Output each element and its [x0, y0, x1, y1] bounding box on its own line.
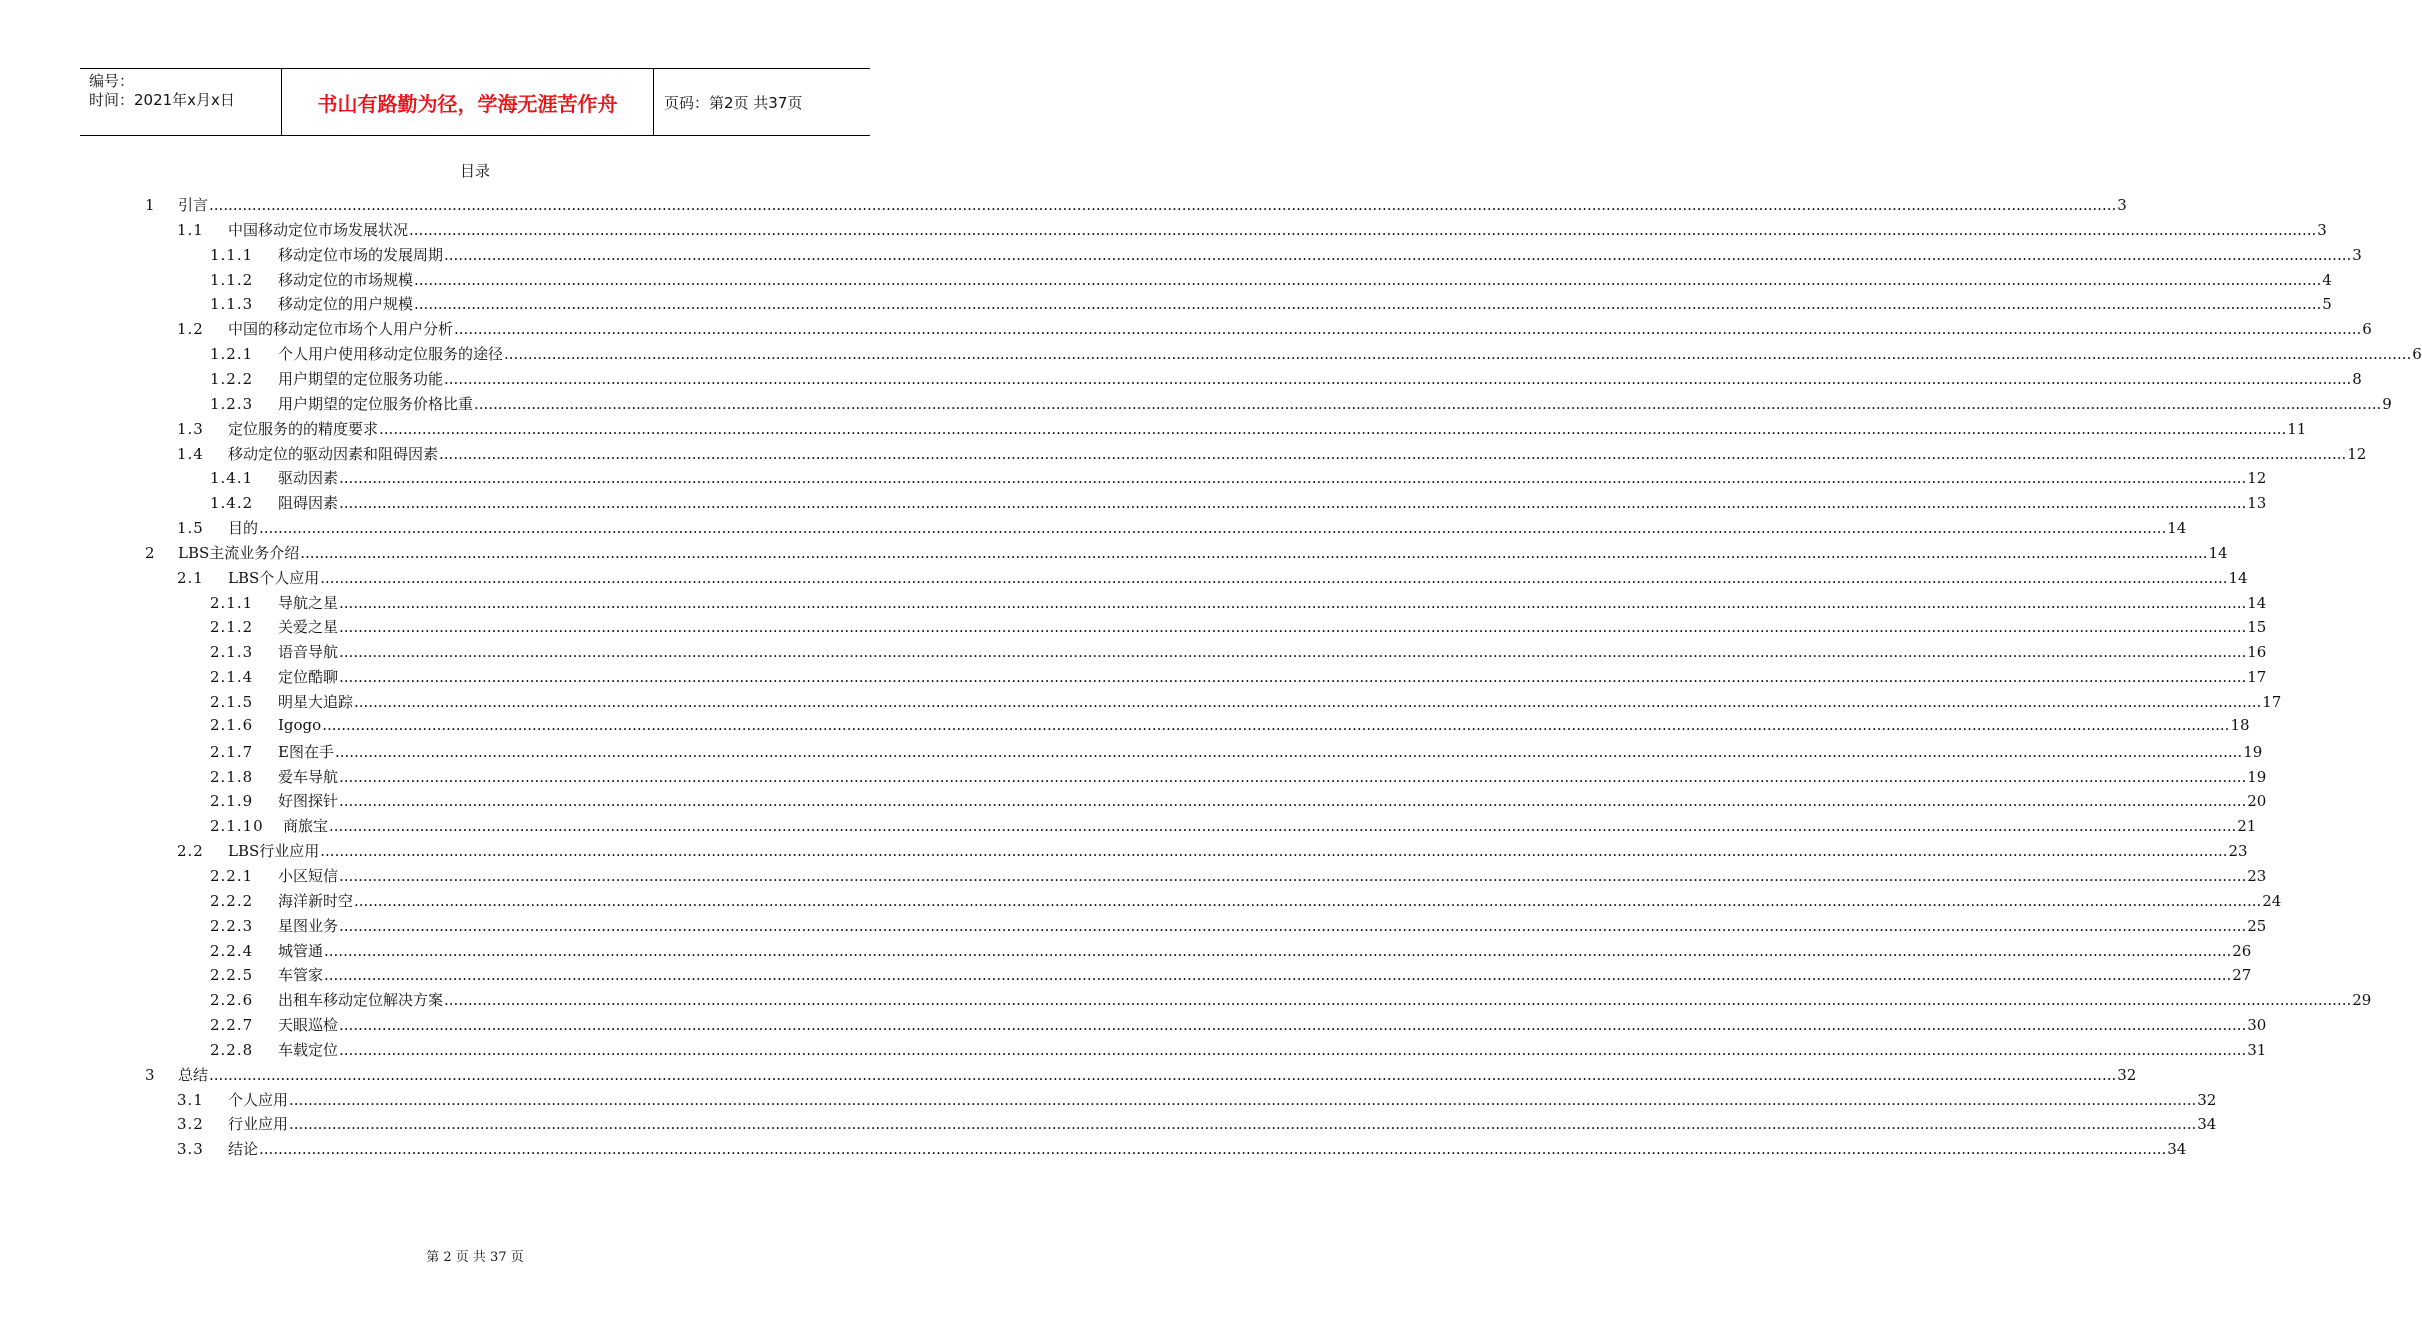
toc-entry[interactable]	[177, 318, 2372, 342]
toc-entry-leader: ................................................................................................................................................................................................................................................................................................................................................................................................................	[324, 941, 2232, 960]
toc-entry-page: 6	[2412, 345, 2422, 364]
toc-entry-leader: ................................................................................................................................................................................................................................................................................................................................................................................................................	[339, 643, 2247, 662]
toc-entry-title: 定位酷聊	[278, 668, 339, 687]
toc-entry-number: 3.1	[177, 1090, 204, 1109]
toc-entry-page: 26	[2232, 941, 2252, 960]
toc-entry-number: 2.2.4	[210, 941, 254, 960]
toc-entry-title: 结论	[228, 1140, 259, 1159]
toc-entry[interactable]	[210, 790, 2267, 814]
toc-entry-leader: ................................................................................................................................................................................................................................................................................................................................................................................................................	[354, 891, 2262, 910]
toc-entry-number: 2.2.7	[210, 1016, 254, 1035]
toc-entry-title: 移动定位的用户规模	[278, 295, 414, 314]
toc-entry-number: 1.4.1	[210, 469, 254, 488]
toc-entry-page: 32	[2197, 1090, 2217, 1109]
toc-entry-leader: ................................................................................................................................................................................................................................................................................................................................................................................................................	[320, 568, 2228, 587]
toc-entry-number: 2.1.7	[210, 742, 254, 761]
toc-entry-number: 1.1.2	[210, 270, 254, 289]
toc-entry[interactable]	[210, 269, 2332, 293]
toc-entry-title: LBS行业应用	[228, 842, 320, 861]
toc-entry-number: 1.2.1	[210, 345, 254, 364]
toc-entry-title: 车载定位	[278, 1040, 339, 1059]
toc-entry-page: 23	[2247, 866, 2267, 885]
toc-entry[interactable]	[210, 293, 2332, 317]
toc-entry-leader: ................................................................................................................................................................................................................................................................................................................................................................................................................	[339, 866, 2247, 885]
toc-entry[interactable]	[210, 741, 2263, 765]
toc-entry[interactable]	[210, 890, 2282, 914]
toc-entry-leader: ................................................................................................................................................................................................................................................................................................................................................................................................................	[259, 1140, 2167, 1159]
toc-entry-number: 1.1.1	[210, 245, 254, 264]
toc-entry-title: 阻碍因素	[278, 494, 339, 513]
toc-entry[interactable]	[210, 666, 2267, 690]
toc-entry-number: 2.1.10	[210, 817, 264, 836]
toc-entry-leader: ................................................................................................................................................................................................................................................................................................................................................................................................................	[444, 369, 2352, 388]
toc-entry-number: 2.2.8	[210, 1040, 254, 1059]
toc-entry-number: 1	[145, 196, 156, 214]
toc-entry-title: 关爱之星	[278, 618, 339, 637]
toc-entry-leader: ................................................................................................................................................................................................................................................................................................................................................................................................................	[444, 991, 2352, 1010]
toc-entry-number: 2.1.1	[210, 593, 254, 612]
toc-entry-leader: ................................................................................................................................................................................................................................................................................................................................................................................................................	[339, 916, 2247, 935]
toc-entry-page: 20	[2247, 792, 2267, 811]
toc-entry[interactable]	[177, 219, 2327, 243]
toc-entry-number: 2.2.5	[210, 966, 254, 985]
toc-entry-title: E图在手	[278, 742, 334, 761]
toc-entry-page: 14	[2208, 543, 2228, 562]
toc-entry-number: 2.1.8	[210, 767, 254, 786]
toc-entry-page: 29	[2352, 991, 2372, 1010]
toc-entry-number: 2.1.6	[210, 715, 254, 734]
toc-entry-leader: ................................................................................................................................................................................................................................................................................................................................................................................................................	[339, 1040, 2247, 1059]
toc-entry-title: 定位服务的的精度要求	[228, 419, 379, 438]
toc-entry-leader: ................................................................................................................................................................................................................................................................................................................................................................................................................	[339, 494, 2247, 513]
toc-entry[interactable]	[210, 368, 2362, 392]
toc-entry-title: 星图业务	[278, 916, 339, 935]
toc-entry-leader: ................................................................................................................................................................................................................................................................................................................................................................................................................	[339, 792, 2247, 811]
toc-entry-page: 3	[2352, 245, 2362, 264]
toc-entry-title: 爱车导航	[278, 767, 339, 786]
toc-entry[interactable]	[210, 592, 2267, 616]
toc-entry-title: 中国移动定位市场发展状况	[228, 220, 409, 239]
toc-entry[interactable]	[210, 915, 2267, 939]
toc-entry-page: 19	[2247, 767, 2267, 786]
toc-entry[interactable]	[177, 567, 2248, 591]
header-meta	[80, 69, 281, 135]
toc-entry-number: 1.2.3	[210, 394, 254, 413]
header-motto: 书山有路勤为径，学海无涯苦作舟	[281, 69, 654, 135]
toc-entry-title: 引言	[178, 196, 209, 214]
header-page-info: 页码：第2页 共37页	[664, 93, 803, 112]
toc-entry-leader: ................................................................................................................................................................................................................................................................................................................................................................................................................	[324, 966, 2232, 985]
toc-entry-title: Igogo	[278, 715, 322, 734]
toc-entry-title: 个人用户使用移动定位服务的途径	[278, 345, 504, 364]
toc-entry-page: 34	[2167, 1140, 2187, 1159]
toc-entry-page: 9	[2382, 394, 2392, 413]
toc-entry-page: 14	[2247, 593, 2267, 612]
toc-entry-leader: ................................................................................................................................................................................................................................................................................................................................................................................................................	[439, 444, 2347, 463]
toc-entry-number: 1.5	[177, 519, 204, 538]
toc-entry[interactable]	[177, 1089, 2217, 1113]
toc-entry-title: LBS个人应用	[228, 568, 320, 587]
toc-entry[interactable]	[210, 989, 2372, 1013]
toc-entry-leader: ................................................................................................................................................................................................................................................................................................................................................................................................................	[209, 1065, 2117, 1084]
toc-entry[interactable]	[177, 840, 2248, 864]
header-number-label: 编号：	[89, 72, 135, 90]
page-header	[80, 68, 870, 136]
toc-entry-title: 车管家	[278, 966, 324, 985]
toc-entry[interactable]	[210, 343, 2422, 367]
toc-entry-leader: ................................................................................................................................................................................................................................................................................................................................................................................................................	[289, 1090, 2197, 1109]
toc-entry-page: 8	[2352, 369, 2362, 388]
toc-entry-title: 导航之星	[278, 593, 339, 612]
toc-entry-page: 18	[2230, 715, 2250, 734]
toc-entry-page: 23	[2228, 842, 2248, 861]
toc-entry-title: 移动定位的驱动因素和阻碍因素	[228, 444, 439, 463]
toc-entry-number: 1.2.2	[210, 369, 254, 388]
toc-entry-page: 27	[2232, 966, 2252, 985]
toc-entry-page: 25	[2247, 916, 2267, 935]
toc-entry-title: 行业应用	[228, 1115, 289, 1134]
toc-entry[interactable]	[210, 1039, 2267, 1063]
toc-entry-title: 个人应用	[228, 1090, 289, 1109]
toc-entry[interactable]	[210, 616, 2267, 640]
toc-entry-number: 2.2.2	[210, 891, 254, 910]
toc-entry-page: 13	[2247, 494, 2267, 513]
toc-entry-page: 3	[2117, 196, 2127, 214]
toc-entry-number: 2.1.4	[210, 668, 254, 687]
toc-entry-leader: ................................................................................................................................................................................................................................................................................................................................................................................................................	[504, 345, 2412, 364]
toc-entry-page: 11	[2287, 419, 2307, 438]
toc-entry-leader: ................................................................................................................................................................................................................................................................................................................................................................................................................	[409, 220, 2317, 239]
toc-entry-number: 2.2.6	[210, 991, 254, 1010]
toc-entry-page: 12	[2347, 444, 2367, 463]
toc-entry-page: 4	[2322, 270, 2332, 289]
toc-entry-leader: ................................................................................................................................................................................................................................................................................................................................................................................................................	[209, 196, 2117, 214]
toc-entry-title: 海洋新时空	[278, 891, 354, 910]
toc-entry[interactable]	[177, 1138, 2187, 1162]
toc-entry-number: 2.1	[177, 568, 204, 587]
toc-entry-page: 6	[2362, 320, 2372, 339]
toc-entry[interactable]	[177, 517, 2187, 541]
toc-entry[interactable]	[177, 443, 2367, 467]
toc-entry-title: LBS主流业务介绍	[178, 543, 300, 562]
toc-entry-page: 15	[2247, 618, 2267, 637]
toc-entry-number: 2.1.9	[210, 792, 254, 811]
toc-entry-number: 1.3	[177, 419, 204, 438]
toc-entry-leader: ................................................................................................................................................................................................................................................................................................................................................................................................................	[339, 1016, 2247, 1035]
toc-entry-title: 驱动因素	[278, 469, 339, 488]
toc-entry[interactable]	[210, 393, 2392, 417]
toc-entry[interactable]	[210, 641, 2267, 665]
toc-entry-leader: ................................................................................................................................................................................................................................................................................................................................................................................................................	[339, 618, 2247, 637]
toc-entry-leader: ................................................................................................................................................................................................................................................................................................................................................................................................................	[334, 742, 2243, 761]
toc-entry[interactable]	[210, 964, 2252, 988]
toc-entry-page: 17	[2262, 693, 2282, 711]
toc-entry-number: 2.2	[177, 842, 204, 861]
toc-entry-leader: ................................................................................................................................................................................................................................................................................................................................................................................................................	[259, 519, 2167, 538]
toc-entry-title: 用户期望的定位服务功能	[278, 369, 444, 388]
toc-entry-title: 商旅宝	[283, 817, 329, 836]
toc-entry[interactable]	[210, 940, 2252, 964]
toc-entry-title: 出租车移动定位解决方案	[278, 991, 444, 1010]
toc-entry-title: 好图探针	[278, 792, 339, 811]
toc-entry[interactable]	[210, 244, 2362, 268]
page-footer: 第 2 页 共 37 页	[426, 1250, 524, 1265]
toc-title: 目录	[459, 162, 490, 180]
toc-entry-page: 16	[2247, 643, 2267, 662]
toc-entry[interactable]	[145, 1064, 2137, 1088]
toc-entry-leader: ................................................................................................................................................................................................................................................................................................................................................................................................................	[329, 817, 2237, 836]
toc-entry[interactable]	[210, 715, 2250, 740]
toc-entry[interactable]	[177, 1113, 2217, 1137]
toc-entry-page: 32	[2117, 1065, 2137, 1084]
toc-entry[interactable]	[210, 766, 2267, 790]
toc-entry-leader: ................................................................................................................................................................................................................................................................................................................................................................................................................	[379, 419, 2287, 438]
toc-entry-number: 1.1	[177, 220, 204, 239]
toc-entry-number: 2.1.3	[210, 643, 254, 662]
toc-entry-leader: ................................................................................................................................................................................................................................................................................................................................................................................................................	[444, 245, 2352, 264]
toc-entry-title: 城管通	[278, 941, 324, 960]
toc-entry-leader: ................................................................................................................................................................................................................................................................................................................................................................................................................	[474, 394, 2382, 413]
toc-entry-title: 语音导航	[278, 643, 339, 662]
toc-entry[interactable]	[177, 418, 2307, 442]
toc-entry-number: 3.3	[177, 1140, 204, 1159]
toc-entry-leader: ................................................................................................................................................................................................................................................................................................................................................................................................................	[354, 693, 2262, 711]
toc-entry[interactable]	[210, 865, 2267, 889]
toc-entry-page: 30	[2247, 1016, 2267, 1035]
toc-entry-page: 17	[2247, 668, 2267, 687]
toc-entry-page: 31	[2247, 1040, 2267, 1059]
toc-entry-title: 移动定位市场的发展周期	[278, 245, 444, 264]
toc-entry-page: 14	[2167, 519, 2187, 538]
toc-entry-title: 总结	[178, 1065, 209, 1084]
toc-entry-leader: ................................................................................................................................................................................................................................................................................................................................................................................................................	[414, 270, 2322, 289]
toc-entry-page: 34	[2197, 1115, 2217, 1134]
toc-entry-page: 3	[2317, 220, 2327, 239]
toc-entry[interactable]	[210, 492, 2267, 516]
toc-entry-leader: ................................................................................................................................................................................................................................................................................................................................................................................................................	[454, 320, 2362, 339]
toc-entry-number: 1.4.2	[210, 494, 254, 513]
toc-entry-leader: ................................................................................................................................................................................................................................................................................................................................................................................................................	[289, 1115, 2197, 1134]
toc-entry-number: 2	[145, 543, 156, 562]
toc-entry-title: 目的	[228, 519, 259, 538]
toc-entry-page: 5	[2322, 295, 2332, 314]
toc-entry-number: 1.4	[177, 444, 204, 463]
toc-entry-leader: ................................................................................................................................................................................................................................................................................................................................................................................................................	[300, 543, 2208, 562]
toc-entry-page: 24	[2262, 891, 2282, 910]
header-time-label: 时间：2021年x月x日	[89, 91, 235, 109]
toc-entry-leader: ................................................................................................................................................................................................................................................................................................................................................................................................................	[339, 593, 2247, 612]
toc-entry-number: 1.1.3	[210, 295, 254, 314]
toc-entry-number: 1.2	[177, 320, 204, 339]
toc-entry-page: 14	[2228, 568, 2248, 587]
toc-entry-title: 明星大追踪	[278, 693, 354, 711]
toc-entry-leader: ................................................................................................................................................................................................................................................................................................................................................................................................................	[320, 842, 2228, 861]
toc-entry[interactable]	[210, 815, 2257, 839]
toc-entry-number: 2.1.2	[210, 618, 254, 637]
toc-entry-leader: ................................................................................................................................................................................................................................................................................................................................................................................................................	[322, 715, 2230, 734]
toc-entry[interactable]	[210, 1014, 2267, 1038]
toc-entry-number: 2.2.1	[210, 866, 254, 885]
toc-entry-number: 3	[145, 1065, 156, 1084]
toc-entry-leader: ................................................................................................................................................................................................................................................................................................................................................................................................................	[339, 668, 2247, 687]
toc-entry[interactable]	[145, 542, 2228, 566]
toc-entry[interactable]	[210, 691, 2282, 715]
toc-entry[interactable]	[210, 467, 2267, 491]
toc-entry-number: 3.2	[177, 1115, 204, 1134]
toc-entry-page: 19	[2243, 742, 2263, 761]
toc-entry-leader: ................................................................................................................................................................................................................................................................................................................................................................................................................	[414, 295, 2322, 314]
toc-entry-leader: ................................................................................................................................................................................................................................................................................................................................................................................................................	[339, 767, 2247, 786]
toc-entry-page: 21	[2237, 817, 2257, 836]
toc-entry-title: 小区短信	[278, 866, 339, 885]
toc-entry-page: 12	[2247, 469, 2267, 488]
toc-entry-title: 天眼巡检	[278, 1016, 339, 1035]
toc-entry-number: 2.1.5	[210, 693, 254, 711]
toc-entry[interactable]	[145, 194, 2127, 218]
toc-entry-number: 2.2.3	[210, 916, 254, 935]
toc-entry-title: 移动定位的市场规模	[278, 270, 414, 289]
toc-entry-title: 用户期望的定位服务价格比重	[278, 394, 474, 413]
toc-entry-leader: ................................................................................................................................................................................................................................................................................................................................................................................................................	[339, 469, 2247, 488]
toc-entry-title: 中国的移动定位市场个人用户分析	[228, 320, 454, 339]
